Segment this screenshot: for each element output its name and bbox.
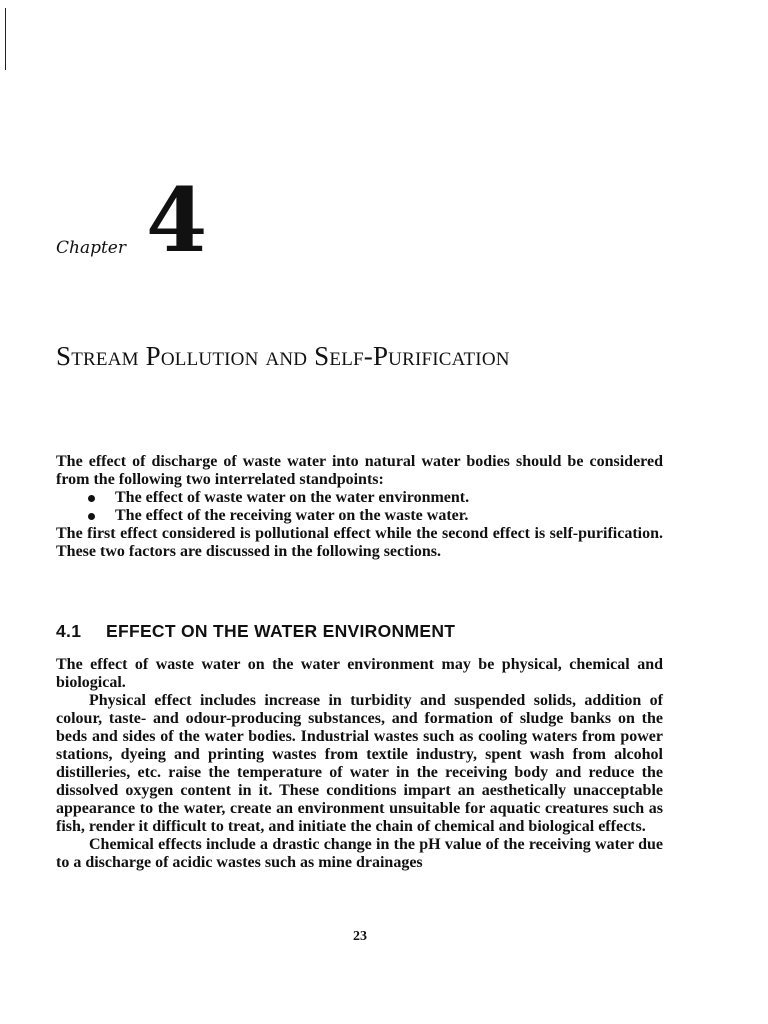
chapter-title: Stream Pollution and Self-Purification	[56, 341, 510, 371]
page-edge-line	[5, 8, 6, 70]
bullet-list	[56, 489, 663, 525]
body-paragraph: Physical effect includes increase in turbidity and suspended solids, addition of colour, taste- and odour-producing substances, and formation of sludge banks on the beds and sides of the water bodies. Industrial wastes such as cooling waters from power stations, dyeing and printing wastes from textile industry, spent wash from alcohol distilleries, etc. raise the temperature of water in the receiving body and reduce the dissolved oxygen content in it. These conditions impart an aesthetically unacceptable appearance to the water, create an environment unsuitable for aquatic creatures such as fish, render it difficult to treat, and initiate the chain of chemical and biological effects.	[56, 692, 663, 835]
chapter-number: 4	[146, 168, 208, 272]
intro-block	[56, 453, 663, 561]
bullet-item	[56, 507, 663, 525]
intro-paragraph: The effect of discharge of waste water into natural water bodies should be considered from the following two interrelated standpoints:	[56, 453, 663, 488]
intro-paragraph: The first effect considered is pollutional effect while the second effect is self-purification. These two factors are discussed in the following sections.	[56, 525, 663, 560]
bullet-icon	[88, 495, 95, 502]
bullet-text: The effect of waste water on the water environment.	[115, 489, 470, 506]
bullet-text: The effect of the receiving water on the waste water.	[115, 507, 469, 524]
bullet-item	[56, 489, 663, 507]
chapter-label: Chapter	[56, 238, 126, 258]
body-paragraph: The effect of waste water on the water environment may be physical, chemical and biological.	[56, 656, 663, 691]
page-number: 23	[353, 929, 367, 944]
section-title: EFFECT ON THE WATER ENVIRONMENT	[106, 621, 456, 641]
section-body	[56, 656, 663, 872]
section-heading	[56, 621, 455, 642]
section-number: 4.1	[56, 621, 82, 641]
body-paragraph: Chemical effects include a drastic change in the pH value of the receiving water due to a discharge of acidic wastes such as mine drainages	[56, 836, 663, 871]
bullet-icon	[88, 513, 95, 520]
